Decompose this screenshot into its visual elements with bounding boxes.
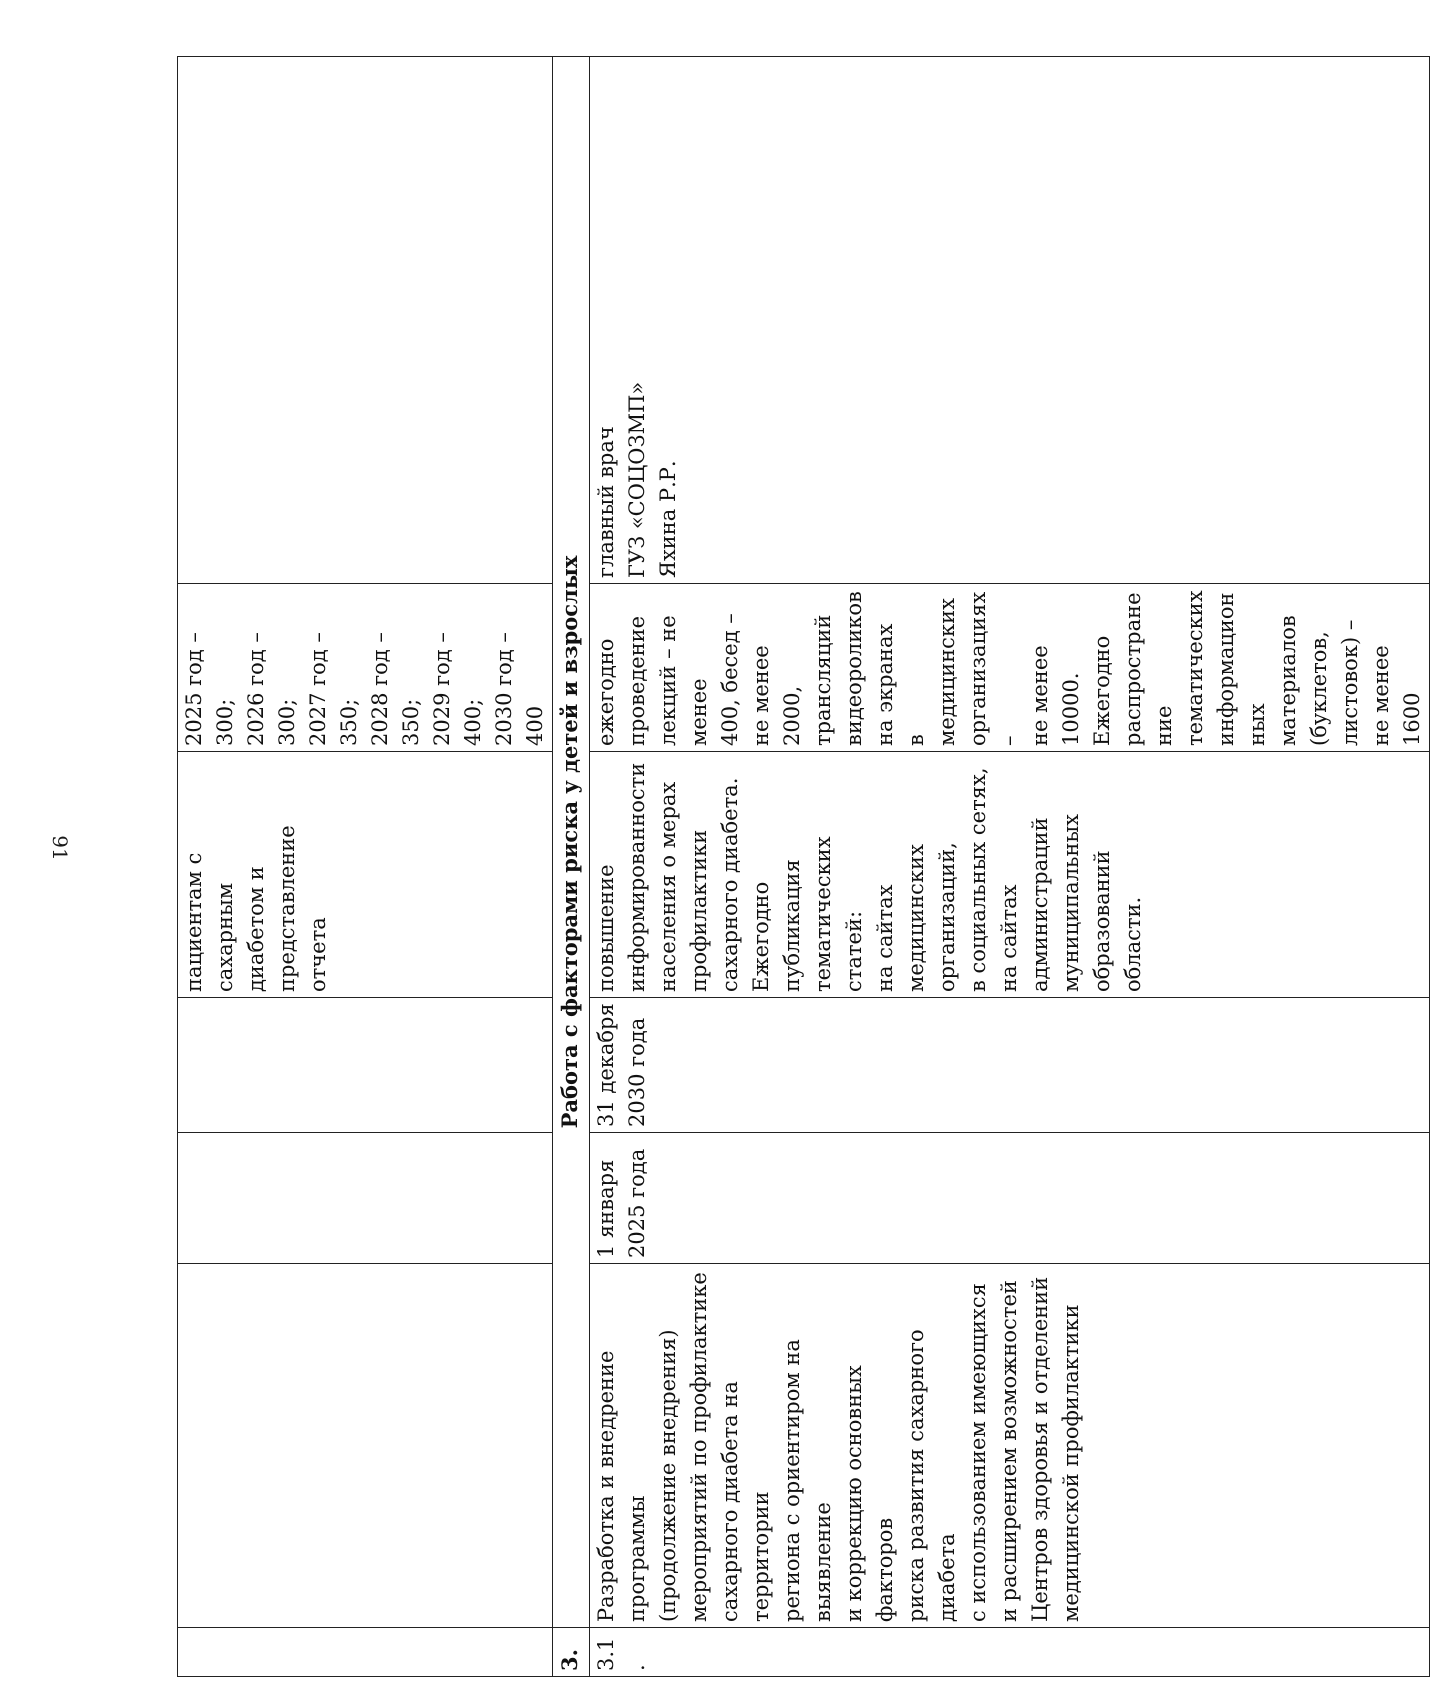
cell-end — [178, 998, 553, 1133]
indicator-line: 2027 год – 350; — [306, 632, 361, 746]
cell-start — [178, 1133, 553, 1264]
table-row-continued — [178, 57, 553, 1677]
cell-indicators — [178, 584, 553, 752]
indicator-line: 2029 год – 400; — [430, 632, 485, 746]
cell-name: Разработка и внедрение программы (продолжение внедрения) мероприятий по профилактике сахарного диабета на территории региона с ориентиром на выявление и коррекцию основных факторов риска развития сахарного диабета с использованием имеющихся и расширением возможностей Центров здоровья и отделений медицинской профилактики — [590, 1264, 1430, 1628]
cell-num — [178, 1628, 553, 1677]
section-row — [553, 57, 590, 1677]
section-title: Работа с факторами риска у детей и взрослых — [553, 57, 590, 1628]
cell-responsible: главный врач ГУЗ «СОЦОЗМП» Яхина Р.Р. — [590, 57, 1430, 584]
cell-responsible — [178, 57, 553, 584]
cell-expected-result: повышение информированности населения о мерах профилактики сахарного диабета. Ежегодно публикация тематических статей: на сайтах медицинских организаций, в социальных сетях, на сайтах администраций муниципальных образований области. — [590, 752, 1430, 998]
indicator-line: 2030 год – 400 — [492, 632, 547, 746]
indicator-line: 2026 год – 300; — [244, 632, 299, 746]
indicator-line: 2028 год – 350; — [368, 632, 423, 746]
table-row-3-1 — [590, 57, 1430, 1677]
rotated-table-sheet — [177, 57, 1424, 1677]
plan-table — [177, 56, 1430, 1677]
cell-expected-result: пациентам с сахарным диабетом и представление отчета — [178, 752, 553, 998]
cell-end: 31 декабря 2030 года — [590, 998, 1430, 1133]
cell-indicators: ежегодно проведение лекций – не менее 400, бесед – не менее 2000, трансляций видеороликов на экранах в медицинских организациях – не менее 10000. Ежегодно распространение тематических информационных материалов (буклетов, листовок) – не менее 1600 — [590, 584, 1430, 752]
page-number: 91 — [48, 835, 72, 861]
cell-name — [178, 1264, 553, 1628]
cell-start: 1 января 2025 года — [590, 1133, 1430, 1264]
cell-num: 3.1. — [590, 1628, 1430, 1677]
section-number: 3. — [553, 1628, 590, 1677]
indicator-line: 2025 год – 300; — [182, 632, 237, 746]
